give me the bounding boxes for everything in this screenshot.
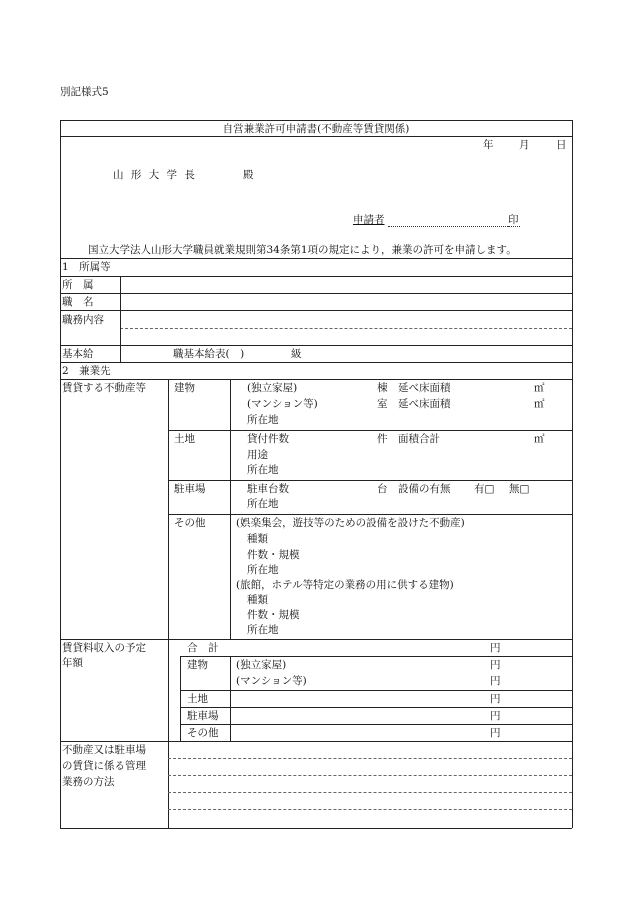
parking-location: 所在地 — [247, 498, 279, 510]
form-title: 自営兼業許可申請書(不動産等賃貸関係) — [222, 123, 410, 135]
s1-label-divider — [120, 276, 121, 362]
parking-facility: 設備の有無 — [398, 483, 451, 495]
applicant-label: 申請者 — [353, 214, 385, 226]
management-label-1: 不動産又は駐車場 — [62, 744, 146, 756]
salary-table: 職基本給表( ) — [173, 348, 245, 360]
income-land-yen: 円 — [490, 693, 501, 705]
frame-top — [60, 120, 572, 121]
s1-line-1 — [60, 276, 572, 277]
parking-no-checkbox[interactable]: 無□ — [509, 483, 530, 495]
management-label-2: の賃貸に係る管理 — [62, 760, 146, 772]
section1-heading: 1 所属等 — [62, 261, 111, 273]
land-count-unit: 件 — [377, 433, 388, 445]
income-line-2 — [180, 690, 572, 691]
income-line-4 — [180, 724, 572, 725]
s2-line-1 — [60, 379, 572, 380]
s2-line-parking — [168, 514, 572, 515]
duties-dashed-line — [120, 328, 572, 329]
income-parking-label: 駐車場 — [187, 710, 219, 722]
parking-count-unit: 台 — [377, 483, 388, 495]
building-detached: (独立家屋) — [247, 382, 298, 394]
seal-line — [508, 226, 520, 227]
seal-mark: 印 — [508, 214, 519, 226]
parking-yes-checkbox[interactable]: 有□ — [474, 483, 495, 495]
s2-line-land — [168, 480, 572, 481]
date-year: 年 — [483, 139, 494, 151]
other-line1: (娯楽集会，遊技等のための設備を設けた不動産) — [236, 517, 465, 529]
management-line-4[interactable] — [168, 809, 572, 810]
other-kind2: 種類 — [247, 594, 268, 606]
s1-line-3 — [60, 310, 572, 311]
s1-line-2 — [60, 293, 572, 294]
building-mansion: (マンション等) — [247, 398, 318, 410]
other-location2: 所在地 — [247, 624, 279, 636]
management-line-3[interactable] — [168, 792, 572, 793]
income-other-label: その他 — [187, 727, 219, 739]
land-label: 土地 — [174, 433, 195, 445]
land-area-unit: ㎡ — [534, 433, 545, 445]
statement-divider — [60, 258, 572, 259]
s2-type-divider — [230, 379, 231, 639]
income-line-1 — [180, 656, 572, 657]
building-area-unit-1: ㎡ — [534, 382, 545, 394]
property-label: 賃貸する不動産等 — [62, 382, 146, 394]
duties-label: 職務内容 — [62, 314, 104, 326]
building-detached-unit: 棟 — [377, 382, 388, 394]
applicant-line[interactable] — [388, 226, 508, 227]
land-total-area: 面積合計 — [398, 433, 440, 445]
s2-line-income-top — [60, 639, 572, 640]
income-label-1: 賃貸料収入の予定 — [62, 642, 146, 654]
grade-label: 級 — [291, 348, 302, 360]
income-sub-divider — [180, 656, 181, 741]
other-count-scale2: 件数・規模 — [247, 609, 300, 621]
other-label: その他 — [174, 517, 206, 529]
management-line-2[interactable] — [168, 775, 572, 776]
frame-bottom — [60, 828, 572, 829]
land-count: 貸付件数 — [247, 433, 289, 445]
income-mansion-yen: 円 — [490, 675, 501, 687]
building-mansion-unit: 室 — [377, 398, 388, 410]
management-line-1[interactable] — [168, 758, 572, 759]
land-location: 所在地 — [247, 464, 279, 476]
frame-right — [572, 120, 573, 828]
date-day: 日 — [556, 139, 567, 151]
income-other-yen: 円 — [490, 727, 501, 739]
form-label: 別記様式5 — [60, 86, 109, 98]
income-label-2: 年額 — [62, 657, 83, 669]
income-land-label: 土地 — [187, 693, 208, 705]
salary-label: 基本給 — [62, 348, 94, 360]
management-label-3: 業務の方法 — [62, 776, 115, 788]
section2-heading: 2 兼業先 — [62, 365, 111, 377]
income-line-3 — [180, 707, 572, 708]
building-location: 所在地 — [247, 414, 279, 426]
parking-label: 駐車場 — [174, 483, 206, 495]
addressee-suffix: 殿 — [243, 169, 254, 181]
building-label: 建物 — [174, 382, 195, 394]
income-total-label: 合 計 — [187, 642, 219, 654]
s2-label-divider — [168, 379, 169, 828]
affiliation-label: 所 属 — [62, 279, 94, 291]
title-divider — [60, 136, 572, 137]
income-parking-yen: 円 — [490, 710, 501, 722]
s1-line-5 — [60, 362, 572, 363]
income-detached-yen: 円 — [490, 659, 501, 671]
other-location: 所在地 — [247, 564, 279, 576]
s2-line-building — [168, 430, 572, 431]
income-total-yen: 円 — [490, 642, 501, 654]
land-use: 用途 — [247, 449, 268, 461]
other-kind: 種類 — [247, 533, 268, 545]
income-type-divider — [230, 656, 231, 741]
parking-count: 駐車台数 — [247, 483, 289, 495]
other-count-scale: 件数・規模 — [247, 549, 300, 561]
position-label: 職 名 — [62, 296, 94, 308]
income-building-label: 建物 — [187, 659, 208, 671]
building-floor-area-1: 延べ床面積 — [398, 382, 451, 394]
building-floor-area-2: 延べ床面積 — [398, 398, 451, 410]
s2-line-management-top — [60, 741, 572, 742]
income-mansion: (マンション等) — [236, 675, 307, 687]
building-area-unit-2: ㎡ — [534, 398, 545, 410]
addressee: 山 形 大 学 長 — [113, 169, 197, 181]
other-line2: (旅館，ホテル等特定の業務の用に供する建物) — [236, 579, 454, 591]
statement: 国立大学法人山形大学職員就業規則第34条第1項の規定により，兼業の許可を申請します。 — [88, 244, 517, 256]
s1-line-4 — [60, 345, 572, 346]
income-detached: (独立家屋) — [236, 659, 287, 671]
date-month: 月 — [519, 139, 530, 151]
frame-left — [60, 120, 61, 828]
